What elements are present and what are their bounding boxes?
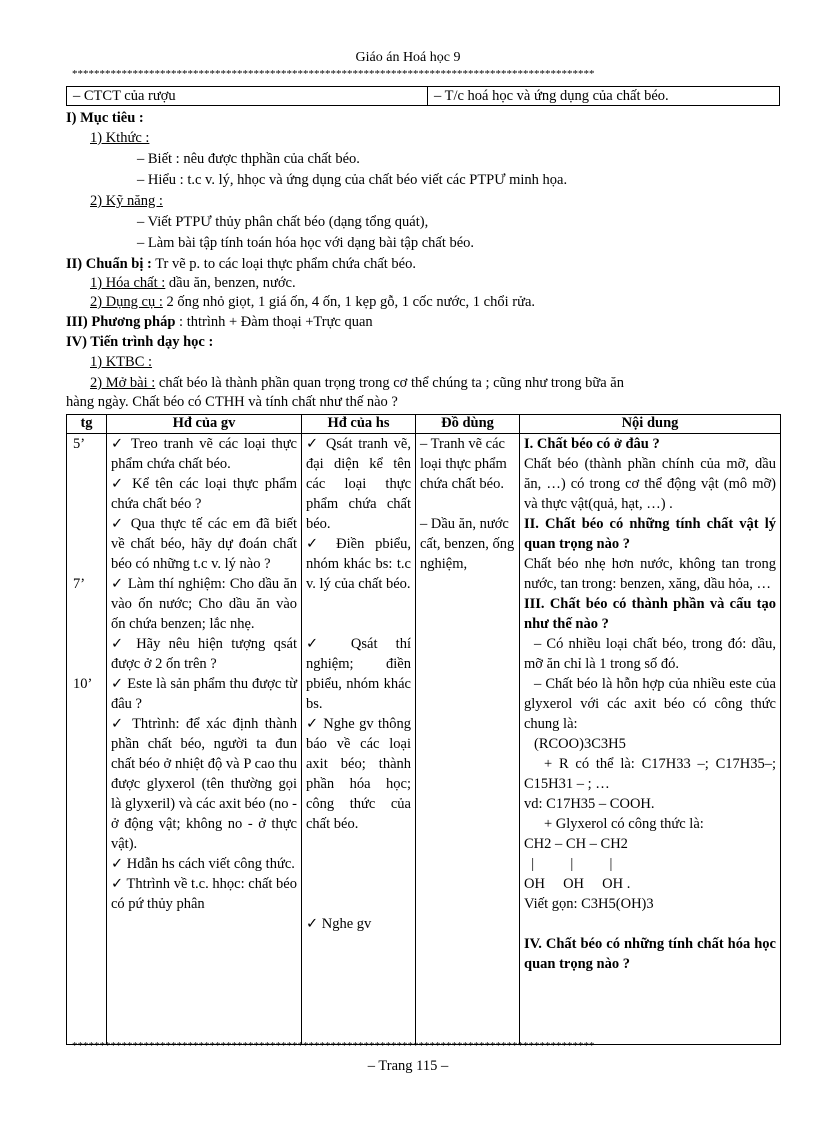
skills-label: 2) Kỹ năng : (90, 193, 163, 209)
opening-label: 2) Mở bài : (90, 375, 156, 391)
chemicals-label: 1) Hóa chất : (90, 275, 166, 291)
table-row (67, 434, 781, 1045)
skills-line-1: – Viết PTPƯ thủy phân chất béo (dạng tổng quát), (137, 214, 429, 230)
gv-item: ✓ Hdẫn hs cách viết công thức. (111, 856, 295, 872)
glycerol-short-formula: Viết gọn: C3H5(OH)3 (524, 896, 654, 912)
chemicals-text: dầu ăn, benzen, nước. (165, 275, 296, 291)
opening-text: chất béo là thành phần quan trọng trong cơ thể chúng ta ; cũng như trong bữa ăn (155, 375, 624, 391)
glycerol-formula-label: + Glyxerol có công thức là: (544, 816, 704, 832)
student-activity-cell (302, 434, 416, 1045)
hs-item: ✓ Nghe gv (306, 916, 372, 932)
header-time: tg (67, 415, 107, 434)
hs-item: ✓ Điền pbiểu, nhóm khác bs: t.c v. lý của chất béo. (306, 536, 411, 592)
equipment-label: 2) Dụng cụ : (90, 294, 163, 310)
content-heading-4: IV. Chất béo có những tính chất hóa học quan trọng nào ? (524, 936, 776, 972)
knowledge-line-1: – Biết : nêu được thphần của chất béo. (137, 151, 360, 167)
glycerol-chain: CH2 – CH – CH2 (524, 836, 628, 852)
preparation-heading: II) Chuẩn bị : (66, 256, 152, 272)
content-para-1: Chất béo (thành phần chính của mỡ, dầu ăn, …) có trong cơ thể động vật (mô mỡ) và thực vật(quả, hạt, …) . (524, 456, 776, 512)
previous-lesson-row (66, 86, 780, 106)
header-materials: Đồ dùng (416, 415, 520, 434)
time-10: 10’ (73, 676, 93, 692)
old-lesson-check-label: 1) KTBC : (90, 354, 153, 370)
equipment-line (90, 292, 535, 312)
section-objectives-heading: I) Mục tiêu : (66, 110, 144, 126)
footer-star-divider: *********************************************************************************************** (72, 1040, 595, 1052)
time-cell (67, 434, 107, 1045)
process-heading: IV) Tiến trình dạy học : (66, 334, 214, 350)
example-acid: vd: C17H35 – COOH. (524, 796, 655, 812)
bond-icon: | | | (524, 856, 613, 872)
header-teacher-activity: Hđ của gv (107, 415, 302, 434)
glycerol-bonds (524, 854, 776, 874)
preparation-line (66, 254, 416, 274)
hs-item: ✓ Qsát tranh vẽ, đại diện kể tên các loại thực phẩm chứa chất béo. (306, 436, 411, 532)
lesson-table (66, 414, 781, 1045)
time-7: 7’ (73, 576, 86, 592)
chemicals-line (90, 273, 296, 293)
header-student-activity: Hđ của hs (302, 415, 416, 434)
materials-item: – Tranh vẽ các loại thực phẩm chứa chất béo. (420, 436, 507, 492)
knowledge-label: 1) Kthức : (90, 130, 150, 146)
opening-line-2: hàng ngày. Chất béo có CTHH và tính chất như thế nào ? (66, 394, 398, 410)
preparation-text: Tr vẽ p. to các loại thực phẩm chứa chất béo. (151, 256, 416, 272)
content-para-3b: – Chất béo là hỗn hợp của nhiều este của glyxerol với các axit béo có công thức chung là: (524, 676, 776, 732)
content-para-2: Chất béo nhẹ hơn nước, không tan trong nước, tan trong: benzen, xăng, dầu hỏa, … (524, 556, 776, 592)
hs-item: ✓ Qsát thí nghiệm; điền pbiểu, nhóm khác bs. (306, 636, 411, 712)
skills-line-2: – Làm bài tập tính toán hóa học với dạng bài tập chất béo. (137, 235, 475, 251)
gv-item: ✓ Qua thực tế các em đã biết về chất béo, hãy dự đoán chất béo có những t.c v. lý nào ? (111, 516, 297, 572)
content-para-3a: – Có nhiều loại chất béo, trong đó: dầu, mỡ ăn chỉ là 1 trong số đó. (524, 636, 776, 672)
page-number: – Trang 115 – (367, 1058, 449, 1074)
method-text: : thtrình + Đàm thoại +Trực quan (175, 314, 373, 330)
hs-item: ✓ Nghe gv thông báo về các loại axit béo; thành phần hóa học; công thức của chất béo. (306, 716, 411, 832)
header-content: Nội dung (520, 415, 781, 434)
time-5: 5’ (73, 436, 86, 452)
gv-item: ✓ Làm thí nghiệm: Cho dầu ăn vào ốn nước; Cho dầu ăn vào ốn chứa benzen; lắc nhẹ. (111, 576, 297, 632)
r-groups-line: + R có thể là: C17H33 –; C17H35–; C15H31 – ; … (524, 756, 776, 792)
equipment-text: 2 ống nhỏ giọt, 1 giá ốn, 4 ốn, 1 kẹp gỗ, 1 cốc nước, 1 chổi rửa. (162, 294, 536, 310)
method-line (66, 312, 373, 332)
content-heading-3: III. Chất béo có thành phần và cấu tạo như thế nào ? (524, 596, 776, 632)
table-header-row (67, 415, 781, 434)
content-cell (520, 434, 781, 1045)
content-heading-1: I. Chất béo có ở đâu ? (524, 436, 660, 452)
gv-item: ✓ Hãy nêu hiện tượng qsát được ở 2 ốn trên ? (111, 636, 297, 672)
teacher-activity-cell (107, 434, 302, 1045)
gv-item: ✓ Kể tên các loại thực phẩm chứa chất béo ? (111, 476, 297, 512)
method-heading: III) Phương pháp (66, 314, 176, 330)
general-formula: (RCOO)3C3H5 (534, 736, 626, 752)
opening-line (90, 373, 780, 393)
previous-lesson-left: – CTCT của rượu (67, 87, 428, 105)
glycerol-oh-groups: OH OH OH . (524, 876, 631, 892)
content-heading-2: II. Chất béo có những tính chất vật lý quan trọng nào ? (524, 516, 776, 552)
materials-cell (416, 434, 520, 1045)
gv-item: ✓ Este là sản phẩm thu được từ đâu ? (111, 676, 297, 712)
spacer (524, 914, 776, 934)
knowledge-line-2: – Hiểu : t.c v. lý, hhọc và ứng dụng của chất béo viết các PTPƯ minh họa. (137, 172, 568, 188)
gv-item: ✓ Thtrình: để xác định thành phần chất béo, người ta đun chất béo ở nhiệt độ và P cao thu được glyxerol (tên thường gọi là glyxeril) và các axit béo (no - ở động vật; không no - ở thực vật). (111, 716, 297, 852)
header-star-divider: *********************************************************************************************** (72, 68, 595, 80)
gv-item: ✓ Thtrình về t.c. hhọc: chất béo có pứ thủy phân (111, 876, 297, 912)
gv-item: ✓ Treo tranh vẽ các loại thực phẩm chứa chất béo. (111, 436, 297, 472)
materials-item: – Dầu ăn, nước cất, benzen, ống nghiệm, (420, 516, 515, 572)
previous-lesson-right: – T/c hoá học và ứng dụng của chất béo. (434, 88, 669, 104)
document-header-title: Giáo án Hoá học 9 (355, 50, 461, 65)
